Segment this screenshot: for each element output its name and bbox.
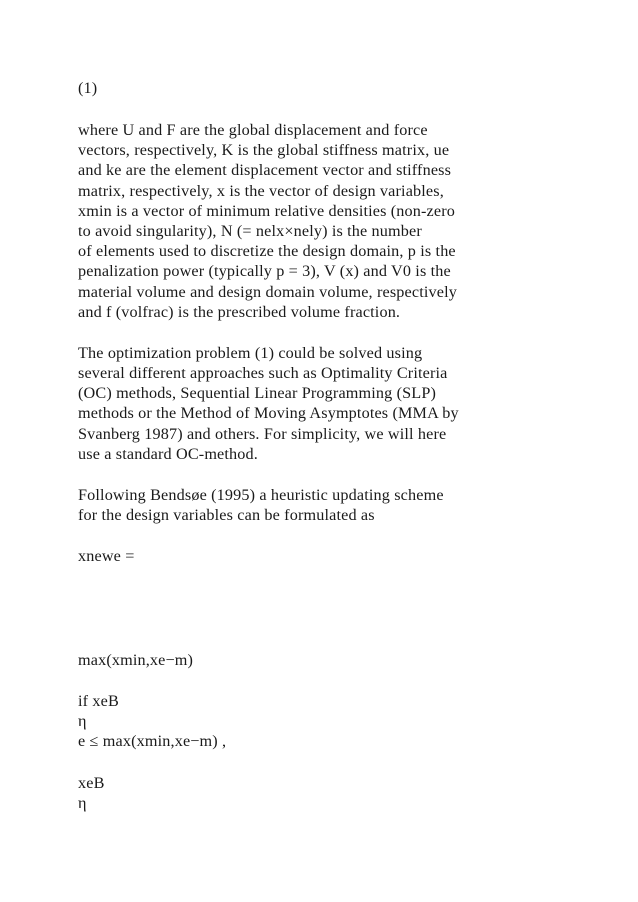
text-line: for the design variables can be formulated as xyxy=(78,506,375,524)
condition-one: if xeB xyxy=(78,692,119,710)
text-line: several different approaches such as Optimality Criteria xyxy=(78,364,448,382)
text-line: matrix, respectively, x is the vector of design variables, xyxy=(78,182,444,200)
case-two-expression: xeB xyxy=(78,774,105,792)
xnew-label: xnewe = xyxy=(78,547,135,565)
text-line: and f (volfrac) is the prescribed volume fraction. xyxy=(78,303,401,321)
text-line: of elements used to discretize the design domain, p is the xyxy=(78,242,456,260)
condition-one-rest: e ≤ max(xmin,xe−m) , xyxy=(78,732,227,750)
text-line: and ke are the element displacement vector and stiffness xyxy=(78,161,452,179)
text-line: to avoid singularity), N (= nelx×nely) is the number xyxy=(78,222,422,240)
text-line: The optimization problem (1) could be solved using xyxy=(78,344,423,362)
text-line: vectors, respectively, K is the global stiffness matrix, ue xyxy=(78,141,450,159)
equation-number: (1) xyxy=(78,79,98,97)
text-line: where U and F are the global displacement and force xyxy=(78,121,428,139)
text-line: use a standard OC-method. xyxy=(78,445,258,463)
text-line: penalization power (typically p = 3), V (x) and V0 is the xyxy=(78,262,451,280)
text-line: Following Bendsøe (1995) a heuristic updating scheme xyxy=(78,486,444,504)
text-line: Svanberg 1987) and others. For simplicity, we will here xyxy=(78,425,447,443)
eta-symbol: η xyxy=(78,712,87,730)
case-one-expression: max(xmin,xe−m) xyxy=(78,651,194,669)
text-line: material volume and design domain volume, respectively xyxy=(78,283,457,301)
eta-symbol: η xyxy=(78,794,87,812)
text-line: xmin is a vector of minimum relative densities (non-zero xyxy=(78,202,456,220)
text-line: methods or the Method of Moving Asymptotes (MMA by xyxy=(78,404,459,422)
text-line: (OC) methods, Sequential Linear Programming (SLP) xyxy=(78,384,437,402)
